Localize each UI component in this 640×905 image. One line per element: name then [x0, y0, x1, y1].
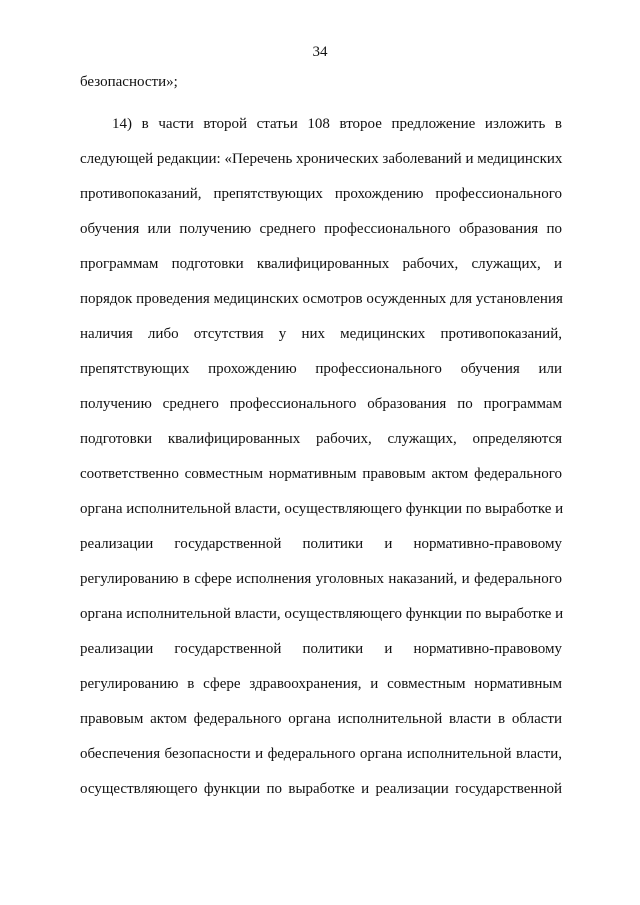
text-line: получению среднего профессионального образования по программам: [80, 396, 562, 412]
text-line: органа исполнительной власти, осуществляющего функции по выработке и: [80, 606, 564, 622]
text-line: правовым актом федерального органа исполнительной власти в области: [80, 711, 562, 727]
text-line: соответственно совместным нормативным правовым актом федерального: [80, 466, 562, 482]
text-line: регулированию в сфере исполнения уголовных наказаний, и федерального: [80, 571, 562, 587]
text-line: регулированию в сфере здравоохранения, и совместным нормативным: [80, 676, 562, 692]
text-line: следующей редакции: «Перечень хронических заболеваний и медицинских: [80, 151, 563, 167]
text-line: 14) в части второй статьи 108 второе предложение изложить в: [112, 116, 562, 132]
text-line: программам подготовки квалифицированных рабочих, служащих, и: [80, 256, 562, 272]
text-line: органа исполнительной власти, осуществляющего функции по выработке и: [80, 501, 564, 517]
text-line: осуществляющего функции по выработке и реализации государственной: [80, 781, 562, 797]
text-line: обеспечения безопасности и федерального органа исполнительной власти,: [80, 746, 562, 762]
text-line: безопасности»;: [80, 74, 178, 90]
page-number: 34: [312, 44, 328, 60]
text-line: обучения или получению среднего профессионального образования по: [80, 221, 562, 237]
text-line: реализации государственной политики и нормативно-правовому: [80, 536, 562, 552]
text-line: наличия либо отсутствия у них медицинских противопоказаний,: [80, 326, 562, 342]
text-line: подготовки квалифицированных рабочих, служащих, определяются: [80, 431, 562, 447]
text-line: реализации государственной политики и нормативно-правовому: [80, 641, 562, 657]
text-line: противопоказаний, препятствующих прохождению профессионального: [80, 186, 562, 202]
text-line: препятствующих прохождению профессионального обучения или: [80, 361, 562, 377]
text-line: порядок проведения медицинских осмотров осужденных для установления: [80, 291, 563, 307]
